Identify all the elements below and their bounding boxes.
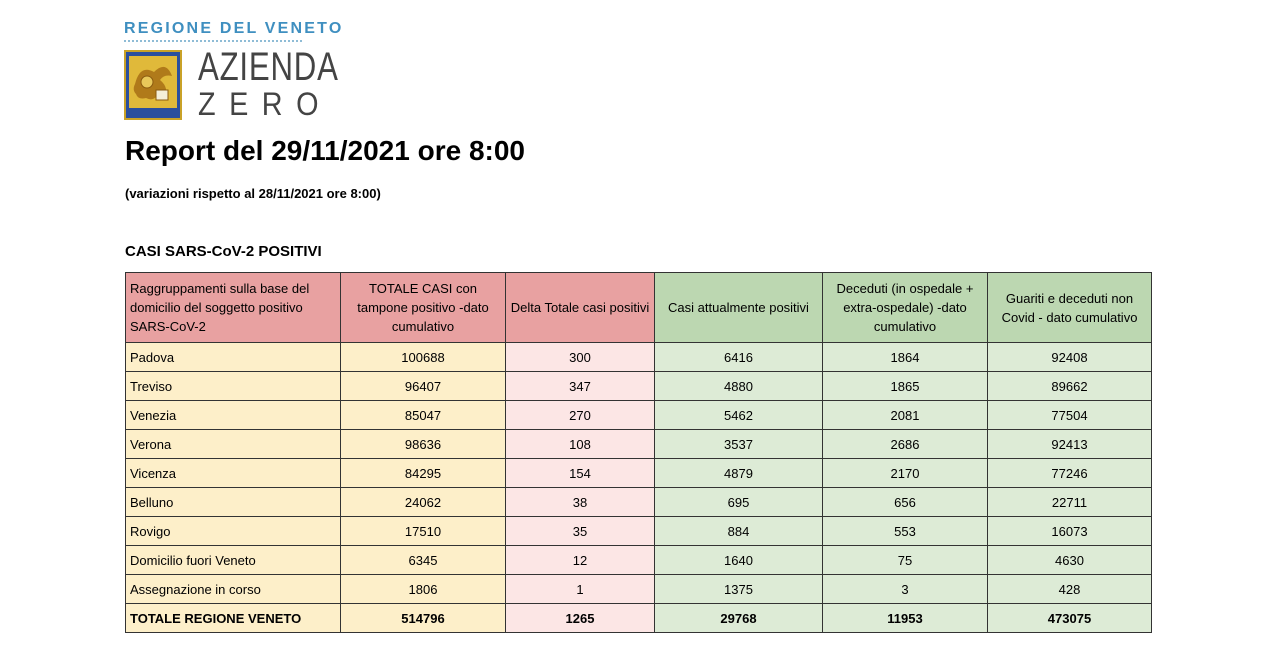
deceased-cell: 656 bbox=[823, 488, 988, 517]
column-header-currently-positive: Casi attualmente positivi bbox=[655, 273, 823, 343]
total-cases-cell: 98636 bbox=[341, 430, 506, 459]
currently-positive-cell: 4880 bbox=[655, 372, 823, 401]
recovered-cell: 473075 bbox=[988, 604, 1152, 633]
delta-cell: 1265 bbox=[506, 604, 655, 633]
lion-of-saint-mark-icon bbox=[124, 50, 182, 120]
delta-cell: 347 bbox=[506, 372, 655, 401]
deceased-cell: 553 bbox=[823, 517, 988, 546]
report-title: Report del 29/11/2021 ore 8:00 bbox=[125, 135, 525, 166]
recovered-cell: 77504 bbox=[988, 401, 1152, 430]
table-row bbox=[126, 372, 1152, 401]
row-label: Treviso bbox=[126, 372, 341, 401]
table-header-row bbox=[126, 273, 1152, 343]
table-row bbox=[126, 488, 1152, 517]
currently-positive-cell: 695 bbox=[655, 488, 823, 517]
total-row-label: TOTALE REGIONE VENETO bbox=[126, 604, 341, 633]
table-row bbox=[126, 401, 1152, 430]
table-row bbox=[126, 517, 1152, 546]
delta-cell: 38 bbox=[506, 488, 655, 517]
delta-cell: 108 bbox=[506, 430, 655, 459]
currently-positive-cell: 1640 bbox=[655, 546, 823, 575]
column-header-recovered: Guariti e deceduti non Covid - dato cumulativo bbox=[988, 273, 1152, 343]
currently-positive-cell: 29768 bbox=[655, 604, 823, 633]
deceased-cell: 2170 bbox=[823, 459, 988, 488]
column-header-delta: Delta Totale casi positivi bbox=[506, 273, 655, 343]
deceased-cell: 3 bbox=[823, 575, 988, 604]
column-header-total-cases: TOTALE CASI con tampone positivo -dato cumulativo bbox=[341, 273, 506, 343]
total-cases-cell: 514796 bbox=[341, 604, 506, 633]
total-cases-cell: 100688 bbox=[341, 343, 506, 372]
report-subtitle: (variazioni rispetto al 28/11/2021 ore 8:00) bbox=[125, 186, 381, 201]
column-header-deceased: Deceduti (in ospedale + extra-ospedale) -dato cumulativo bbox=[823, 273, 988, 343]
recovered-cell: 89662 bbox=[988, 372, 1152, 401]
table-row bbox=[126, 575, 1152, 604]
total-row bbox=[126, 604, 1152, 633]
currently-positive-cell: 4879 bbox=[655, 459, 823, 488]
org-logo-line2: ZERO bbox=[198, 86, 333, 122]
deceased-cell: 11953 bbox=[823, 604, 988, 633]
table-row bbox=[126, 430, 1152, 459]
delta-cell: 1 bbox=[506, 575, 655, 604]
row-label: Rovigo bbox=[126, 517, 341, 546]
row-label: Assegnazione in corso bbox=[126, 575, 341, 604]
delta-cell: 35 bbox=[506, 517, 655, 546]
region-logo-divider bbox=[124, 40, 302, 42]
row-label: Domicilio fuori Veneto bbox=[126, 546, 341, 575]
total-cases-cell: 1806 bbox=[341, 575, 506, 604]
row-label: Verona bbox=[126, 430, 341, 459]
recovered-cell: 92408 bbox=[988, 343, 1152, 372]
section-title: CASI SARS-CoV-2 POSITIVI bbox=[125, 243, 322, 260]
recovered-cell: 77246 bbox=[988, 459, 1152, 488]
deceased-cell: 1865 bbox=[823, 372, 988, 401]
table-row bbox=[126, 546, 1152, 575]
total-cases-cell: 84295 bbox=[341, 459, 506, 488]
deceased-cell: 2081 bbox=[823, 401, 988, 430]
region-logo-text: REGIONE DEL VENETO bbox=[124, 20, 344, 37]
deceased-cell: 1864 bbox=[823, 343, 988, 372]
table-row bbox=[126, 343, 1152, 372]
currently-positive-cell: 1375 bbox=[655, 575, 823, 604]
deceased-cell: 2686 bbox=[823, 430, 988, 459]
total-cases-cell: 17510 bbox=[341, 517, 506, 546]
total-cases-cell: 6345 bbox=[341, 546, 506, 575]
org-logo-line1: AZIENDA bbox=[198, 45, 339, 89]
total-cases-cell: 24062 bbox=[341, 488, 506, 517]
column-header-grouping: Raggruppamenti sulla base del domicilio del soggetto positivo SARS-CoV-2 bbox=[126, 273, 341, 343]
deceased-cell: 75 bbox=[823, 546, 988, 575]
row-label: Belluno bbox=[126, 488, 341, 517]
row-label: Vicenza bbox=[126, 459, 341, 488]
row-label: Venezia bbox=[126, 401, 341, 430]
recovered-cell: 16073 bbox=[988, 517, 1152, 546]
delta-cell: 154 bbox=[506, 459, 655, 488]
currently-positive-cell: 5462 bbox=[655, 401, 823, 430]
currently-positive-cell: 6416 bbox=[655, 343, 823, 372]
recovered-cell: 4630 bbox=[988, 546, 1152, 575]
recovered-cell: 428 bbox=[988, 575, 1152, 604]
currently-positive-cell: 3537 bbox=[655, 430, 823, 459]
delta-cell: 300 bbox=[506, 343, 655, 372]
delta-cell: 270 bbox=[506, 401, 655, 430]
recovered-cell: 22711 bbox=[988, 488, 1152, 517]
positive-cases-table bbox=[125, 272, 1152, 633]
currently-positive-cell: 884 bbox=[655, 517, 823, 546]
table-row bbox=[126, 459, 1152, 488]
row-label: Padova bbox=[126, 343, 341, 372]
total-cases-cell: 85047 bbox=[341, 401, 506, 430]
recovered-cell: 92413 bbox=[988, 430, 1152, 459]
total-cases-cell: 96407 bbox=[341, 372, 506, 401]
delta-cell: 12 bbox=[506, 546, 655, 575]
